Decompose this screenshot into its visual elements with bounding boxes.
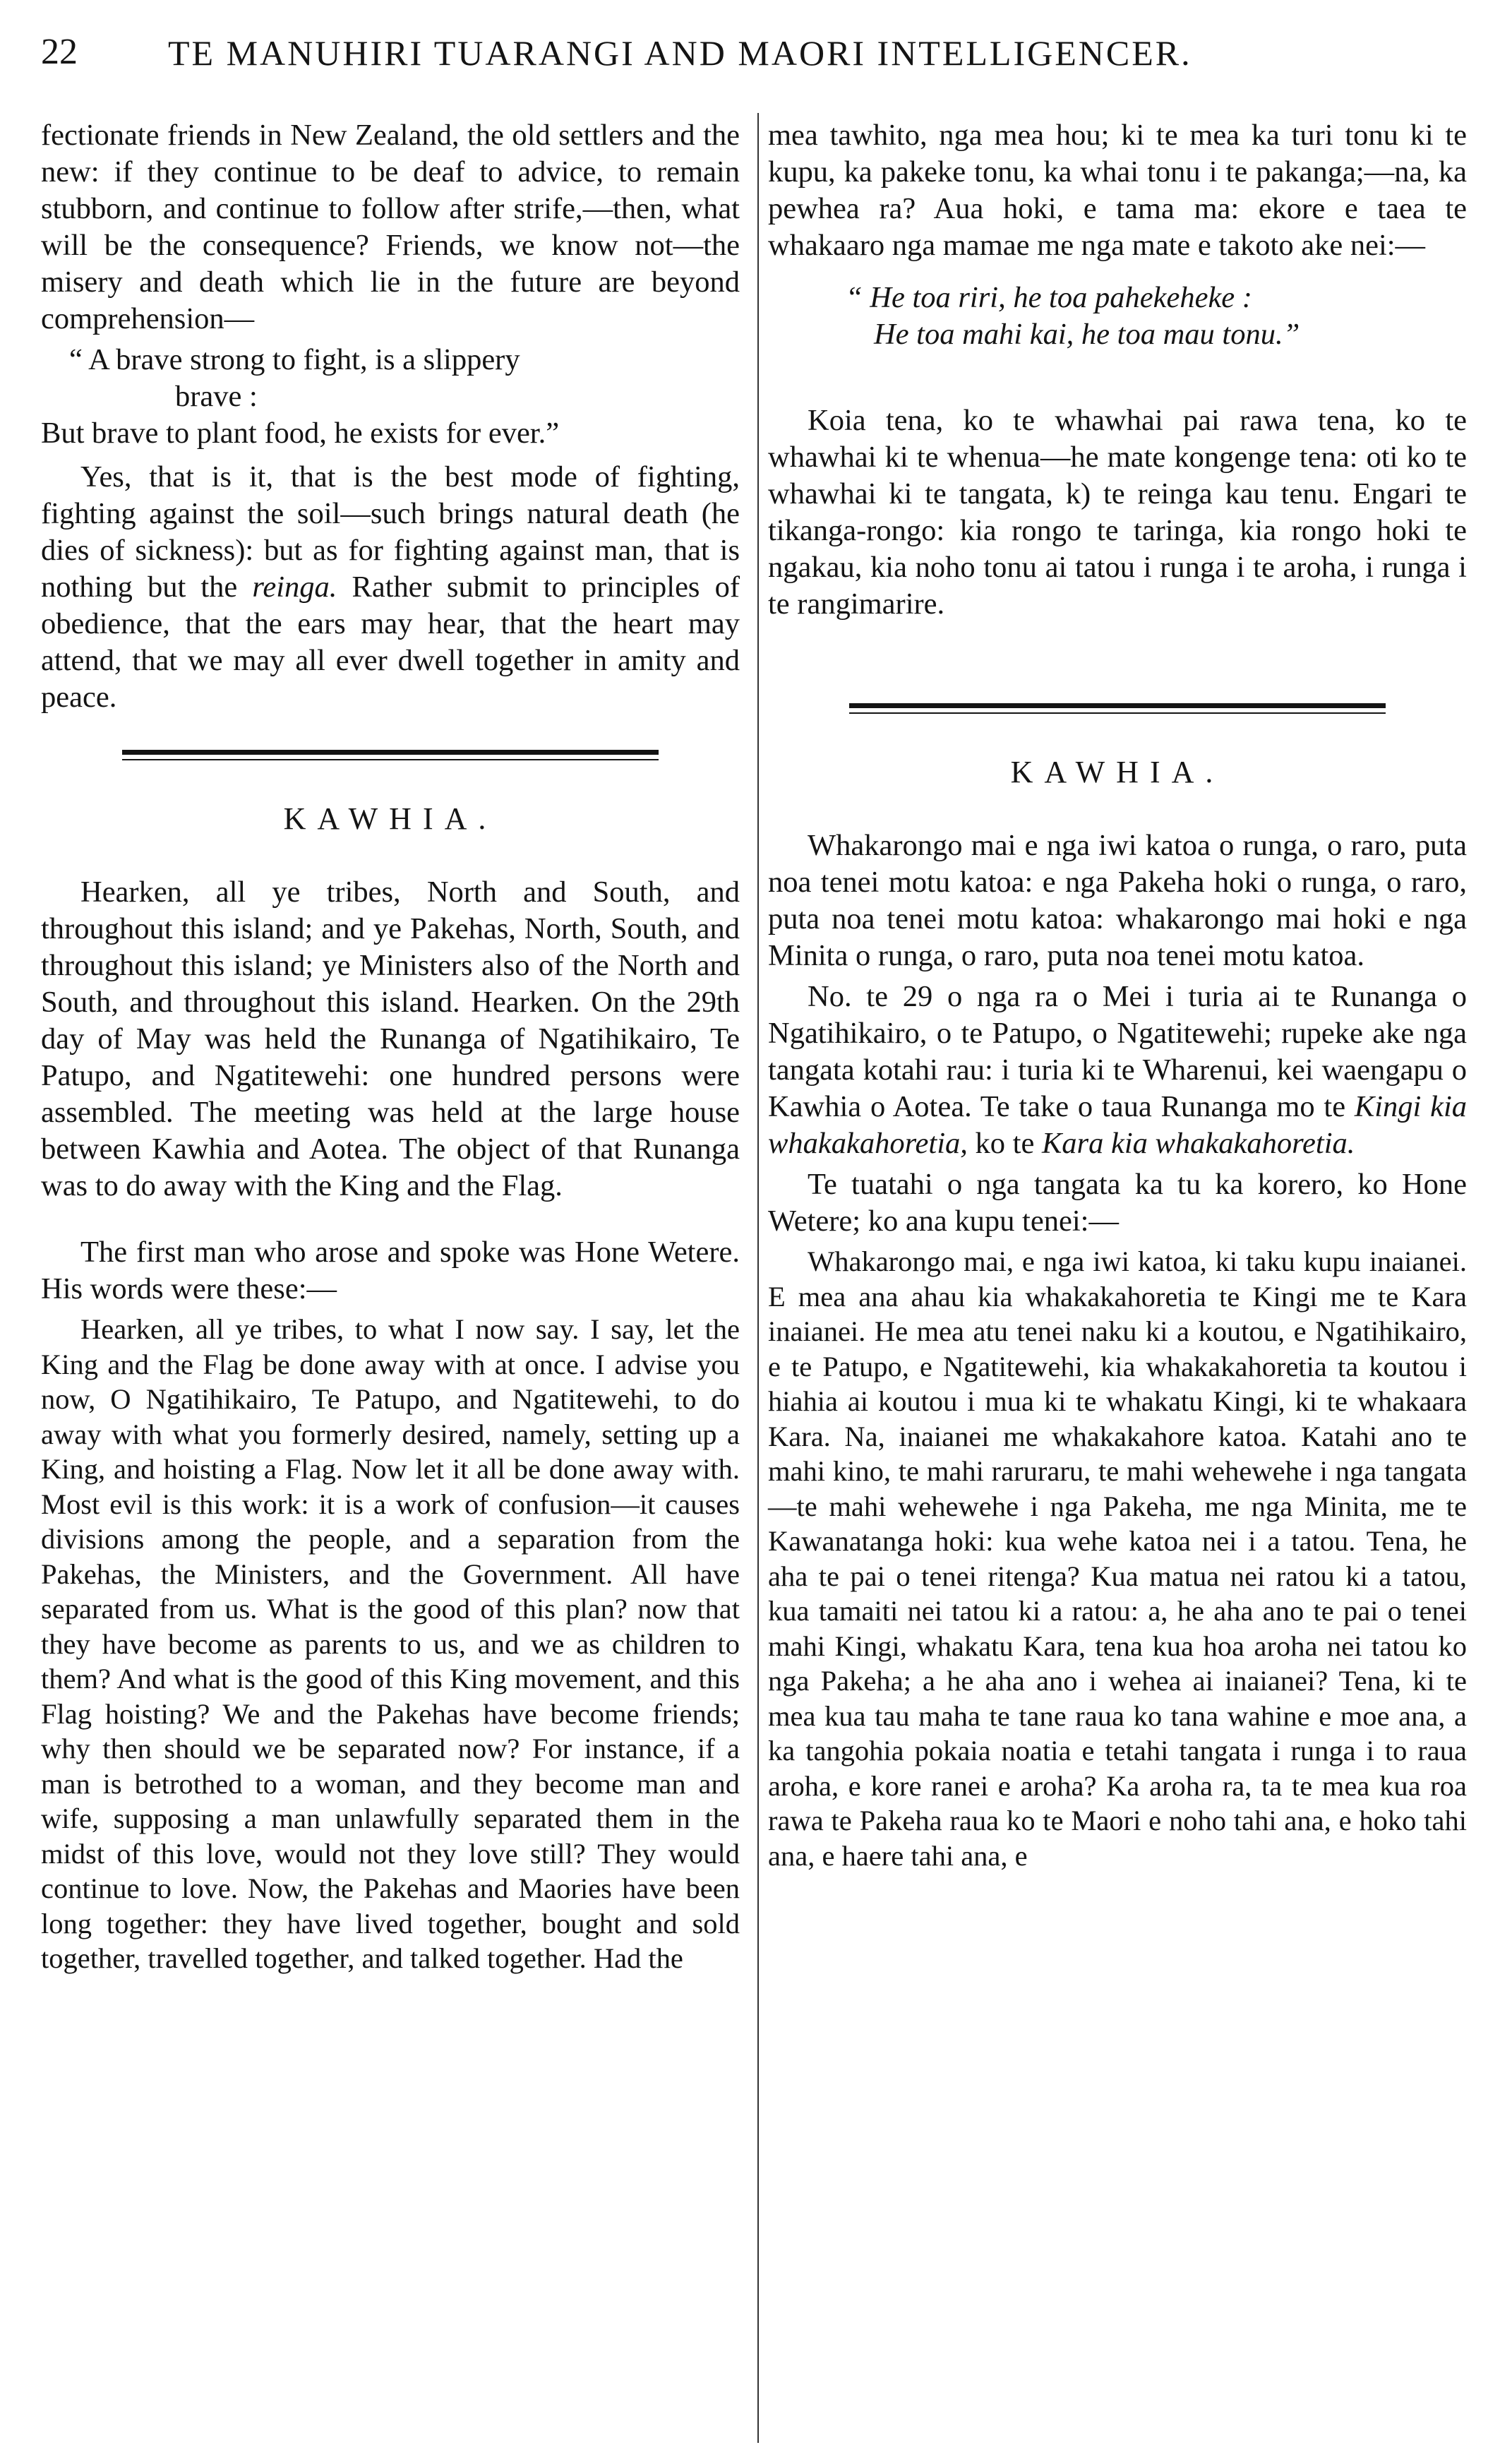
paragraph: Koia tena, ko te whawhai pai rawa tena, ko te whawhai ki te whenua—he mate kongenge tena: oti ko te whawhai ki te tangata, k) te reinga kau tenu. Engari te tikanga-rongo: kia rongo te taringa, kia rongo hoki te ngakau, kia noho tonu ai tatou i runga i te aroha, i runga i te rangimarire. [768,404,1467,621]
speech-paragraph: Hearken, all ye tribes, to what I now say. I say, let the King and the Flag be done away with at once. I advise you now, O Ngatihikairo, Te Patupo, and Ngatitewehi, to do away with what you formerly desired, namely, setting up a King, and hoisting a Flag. Now let it all be done away with. Most evil is this work: it is a work of confusion—it causes divisions among the people, and a separation from the Pakehas, the Ministers, and the Government. All have separated from us. What is the good of this plan? now that they have become as parents to us, and we as children to them? And what is the good of this King movement, and this Flag hoisting? We and the Pakehas have become friends; why then should we be separated now? For instance, if a man is betrothed to a woman, and they become man and wife, supposing a man unlawfully separated them in the midst of this love, would not they love still? They would continue to love. Now, the Pakehas and Maories have been long together: they have lived together, bought and sold together, travelled together, and talked together. Had the [41,1313,740,1974]
paragraph: Yes, that is it, that is the best mode of fighting, fighting against the soil—such brings natural death (he dies of sickness): but as for fighting against man, that is nothing but the reinga. Rather submit to principles of obedience, that the ears may hear, that the heart may attend, that we may all ever dwell together in amity and peace. [41,460,740,714]
maori-column [768,117,1467,1873]
paragraph: fectionate friends in New Zealand, the old settlers and the new: if they continue to be deaf to advice, to remain stubborn, and continue to follow after strife,—then, what will be the consequence? Friends, we know not—the misery and death which lie in the future are beyond comprehension— [41,119,740,335]
verse-line: He toa mahi kai, he toa mau tonu.” [874,318,1300,351]
paragraph: Hearken, all ye tribes, North and South, and throughout this island; and ye Pakehas, North, South, and throughout this island; ye Ministers also of the North and South, and throughout this island. Hearken. On the 29th day of May was held the Runanga of Ngatihikairo, Te Patupo, and Ngatitewehi: one hundred persons were assembled. The meeting was held at the large house between Kawhia and Aotea. The object of that Runanga was to do away with the King and the Flag. [41,875,740,1202]
paragraph: No. te 29 o nga ra o Mei i turia ai te Runanga o Ngatihikairo, o te Patupo, o Ngatitewehi; rupeke ake nga tangata kotahi rau: i turia ki te Wharenui, kei waengapu o Kawhia o Aotea. Te take o taua Runanga mo te Kingi kia whakakahoretia, ko te Kara kia whakakahoretia. [768,980,1467,1160]
verse-line: But brave to plant food, he exists for ever.” [41,417,560,450]
page-number: 22 [41,32,78,72]
section-title: KAWHIA. [283,801,498,836]
page-header [41,28,1481,85]
paragraph: Te tuatahi o nga tangata ka tu ka korero, ko Hone Wetere; ko ana kupu tenei:— [768,1168,1467,1238]
section-title: KAWHIA. [1010,755,1225,789]
verse-line: “ A brave strong to fight, is a slippery [69,343,520,376]
section-divider [849,700,1386,722]
running-title: TE MANUHIRI TUARANGI AND MAORI INTELLIGENCER. [168,33,1192,73]
proverb-verse-maori [768,280,1467,353]
paragraph: The first man who arose and spoke was Hone Wetere. His words were these:— [41,1236,740,1305]
english-column [41,117,740,1976]
verse-line: brave : [175,380,258,413]
verse-line: “ He toa riri, he toa pahekeheke : [846,281,1252,314]
paragraph: Whakarongo mai e nga iwi katoa o runga, o raro, puta noa tenei motu katoa: e nga Pakeha hoki o runga, o raro, puta noa tenei motu katoa: whakarongo mai hoki e nga Minita o runga, o raro, puta noa tenei motu katoa. [768,829,1467,972]
paragraph: mea tawhito, nga mea hou; ki te mea ka turi tonu ki te kupu, ka pakeke tonu, ka whai tonu i te pakanga;—na, ka pewhea ra? Aua hoki, e tama ma: ekore e taea te whakaaro nga mamae me nga mate e takoto ake nei:— [768,119,1467,262]
speech-paragraph: Whakarongo mai, e nga iwi katoa, ki taku kupu inaianei. E mea ana ahau kia whakakahoretia te Kingi me te Kara inaianei. He mea atu tenei naku ki a koutou, e Ngatihikairo, e te Patupo, e Ngatitewehi, kia whakakahoretia ta koutou i hiahia ai koutou i mua ki te whakatu Kingi, ki te whakaara Kara. Na, inaianei me whakakahore katoa. Katahi ano te mahi kino, te mahi raruraru, te mahi wehewehe i nga tangata—te mahi wehewehe i nga Pakeha, me nga Minita, me te Kawanatanga hoki: kua wehe katoa nei i a tatou. Tena, he aha te pai o tenei ritenga? Kua matua nei ratou ki a tatou, kua tamaiti nei tatou ki a ratou: a, he aha ano te pai o tenei mahi Kingi, whakatu Kara, tena kua hoa aroha nei tatou ko nga Pakeha; a he aha ano i wehea ai inaianei? Tena, ki te mea kua tau maha te tane raua ko tana wahine e moe ana, a ka tangohia pokaia noatia e tetahi tangata i runga i to raua aroha, e kore ranei e aroha? Ka aroha ra, ta te mea kua roa rawa te Pakeha raua ko te Maori e noho tahi ana, e hoko tahi ana, e haere tahi ana, e [768,1245,1467,1872]
section-divider [122,747,659,768]
column-divider [757,113,759,2443]
proverb-verse-english [41,342,740,452]
